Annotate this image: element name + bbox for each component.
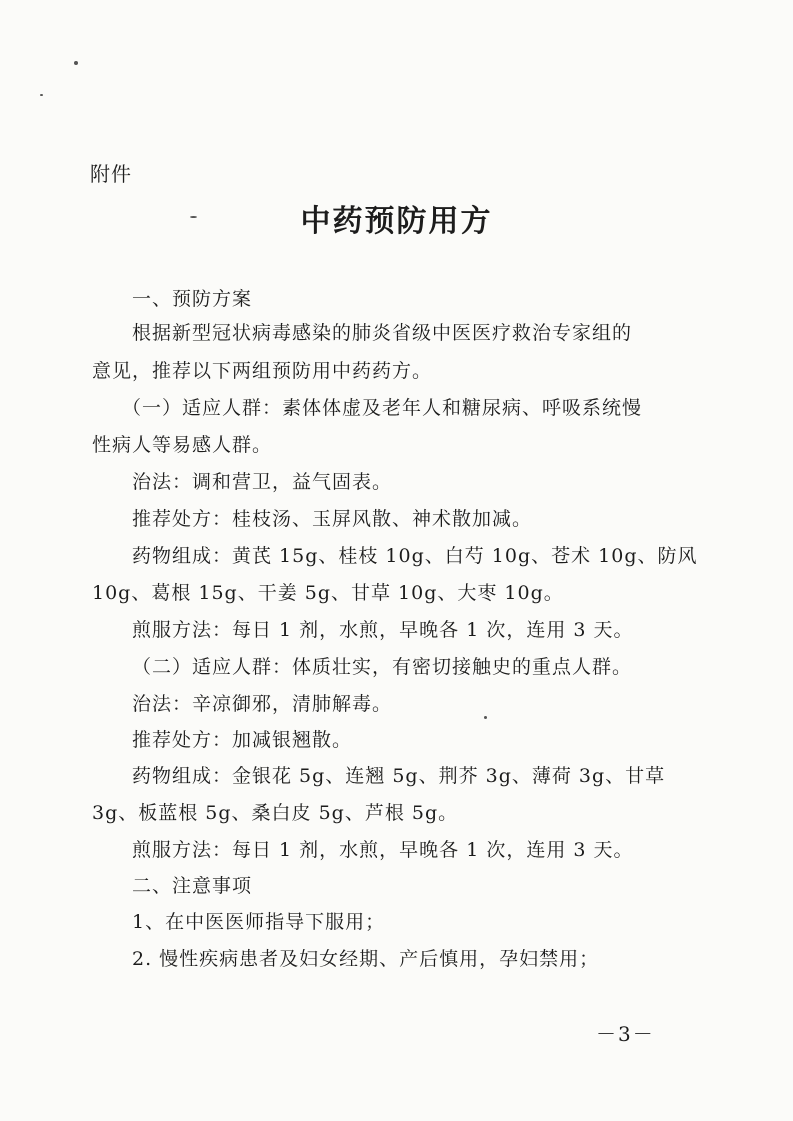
group2-crowd: （二）适应人群：体质壮实，有密切接触史的重点人群。 <box>132 656 633 678</box>
scan-speck <box>74 61 78 65</box>
document-body <box>92 0 712 1121</box>
page-title: 中药预防用方 <box>300 204 493 239</box>
note-item-1: 1、在中医医师指导下服用； <box>132 911 386 933</box>
attachment-label: 附件 <box>90 162 132 186</box>
paragraph-intro-line2: 意见，推荐以下两组预防用中药药方。 <box>92 360 433 382</box>
page-number: －3－ <box>596 1022 655 1046</box>
group2-herbs-line2: 3g、板蓝根 5g、桑白皮 5g、芦根 5g。 <box>92 802 459 824</box>
section-heading-prevention: 一、预防方案 <box>132 288 253 310</box>
group2-method: 治法：辛凉御邪，清肺解毒。 <box>132 693 393 715</box>
note-item-2: 2. 慢性疾病患者及妇女经期、产后慎用，孕妇禁用； <box>132 948 600 970</box>
group1-method: 治法：调和营卫，益气固表。 <box>132 471 393 493</box>
group2-herbs-line1: 药物组成：金银花 5g、连翘 5g、荆芥 3g、薄荷 3g、甘草 <box>132 765 666 787</box>
group1-usage: 煎服方法：每日 1 剂，水煎，早晚各 1 次，连用 3 天。 <box>132 619 634 641</box>
group1-crowd-line2: 性病人等易感人群。 <box>92 434 273 456</box>
group1-herbs-line2: 10g、葛根 15g、干姜 5g、甘草 10g、大枣 10g。 <box>92 582 564 604</box>
group1-crowd-line1: （一）适应人群：素体体虚及老年人和糖尿病、呼吸系统慢 <box>122 397 643 419</box>
scan-speck <box>40 94 43 96</box>
group2-recipe: 推荐处方：加减银翘散。 <box>132 729 353 751</box>
paragraph-intro-line1: 根据新型冠状病毒感染的肺炎省级中医医疗救治专家组的 <box>132 322 633 344</box>
group1-herbs-line1: 药物组成：黄芪 15g、桂枝 10g、白芍 10g、苍术 10g、防风 <box>132 545 698 567</box>
section-heading-notes: 二、注意事项 <box>132 875 253 897</box>
group1-recipe: 推荐处方：桂枝汤、玉屏风散、神术散加减。 <box>132 508 533 530</box>
group2-usage: 煎服方法：每日 1 剂，水煎，早晚各 1 次，连用 3 天。 <box>132 839 634 861</box>
